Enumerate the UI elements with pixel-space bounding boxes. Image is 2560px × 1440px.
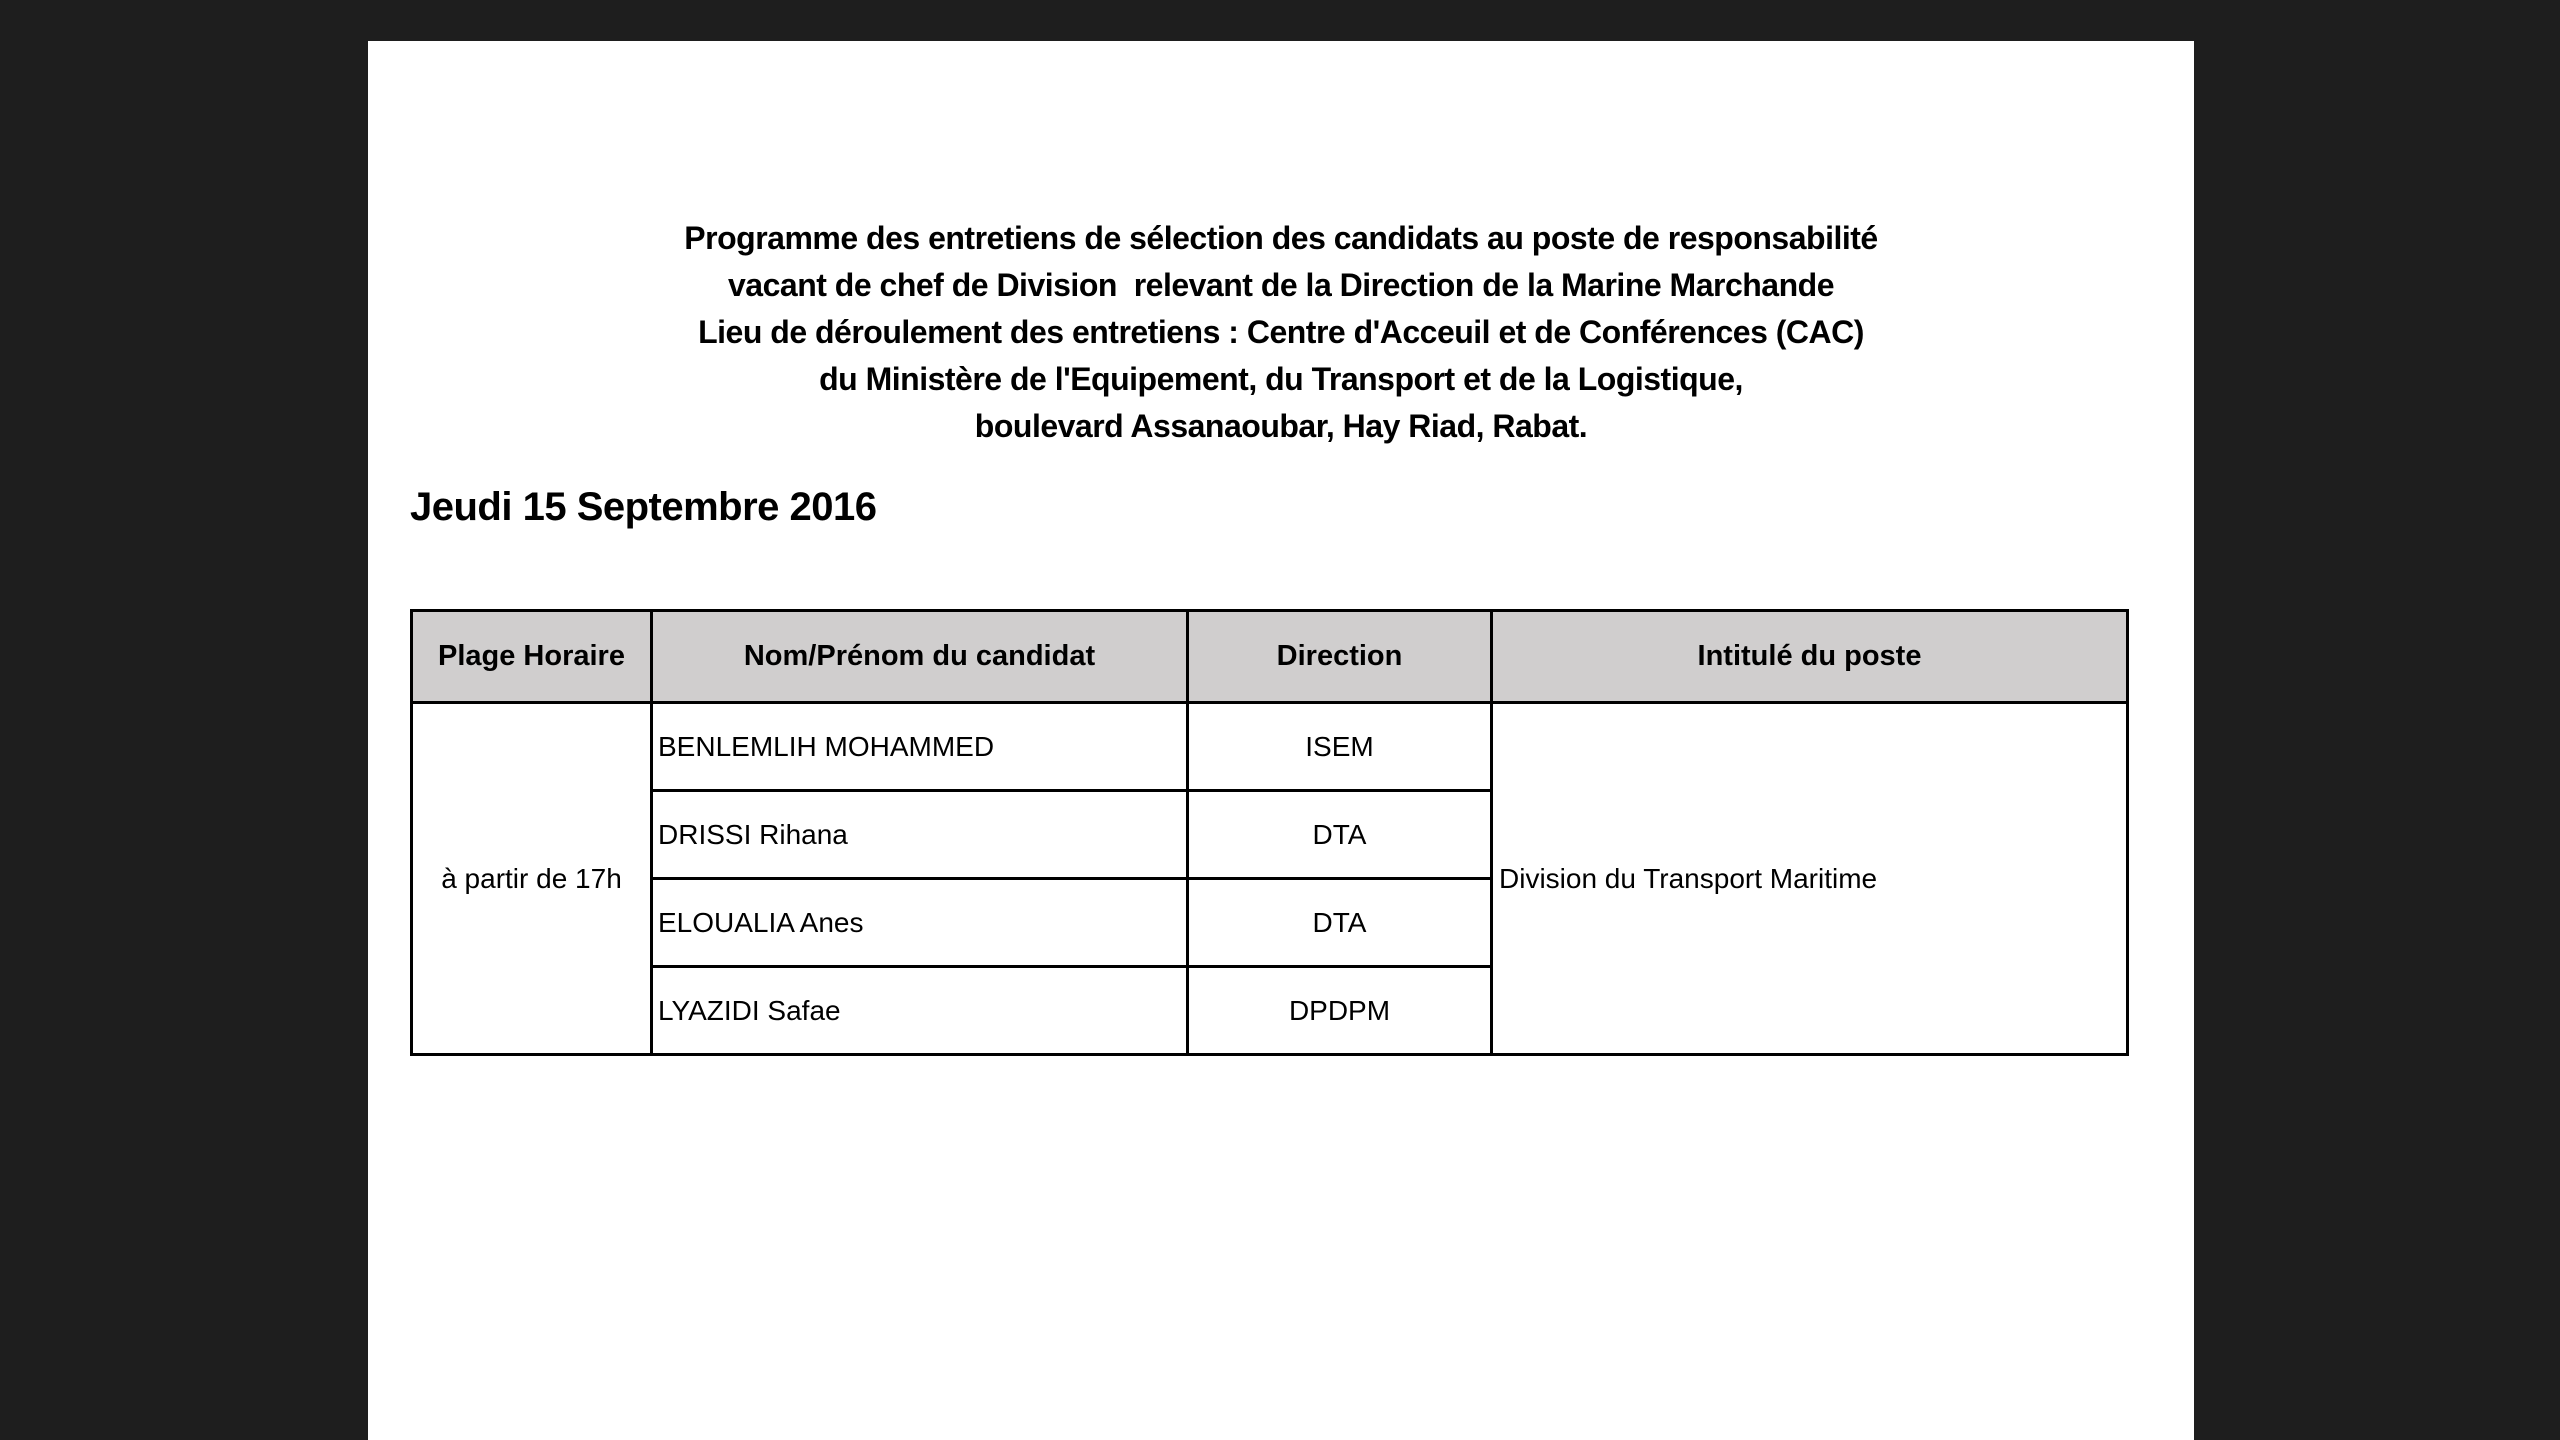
date-heading: Jeudi 15 Septembre 2016 [410,485,877,529]
header-direction: Direction [1188,611,1492,703]
candidate-name-cell: LYAZIDI Safae [652,967,1188,1055]
table-header-row [412,611,2128,703]
table-row [412,703,2128,791]
post-title-cell: Division du Transport Maritime [1492,703,2128,1055]
title-line-1: Programme des entretiens de sélection des candidats au poste de responsabilité [684,220,1878,256]
candidate-name-cell: DRISSI Rihana [652,791,1188,879]
time-slot-cell: à partir de 17h [412,703,652,1055]
title-line-5: boulevard Assanaoubar, Hay Riad, Rabat. [974,408,1588,444]
direction-cell: DTA [1188,791,1492,879]
candidate-name-cell: BENLEMLIH MOHAMMED [652,703,1188,791]
title-line-2: vacant de chef de Division relevant de la Direction de la Marine Marchande [728,267,1834,303]
direction-cell: DTA [1188,879,1492,967]
header-plage-horaire: Plage Horaire [412,611,652,703]
direction-cell: DPDPM [1188,967,1492,1055]
document-page [368,41,2194,1440]
header-nom-prenom: Nom/Prénom du candidat [652,611,1188,703]
title-line-3: Lieu de déroulement des entretiens : Centre d'Acceuil et de Conférences (CAC) [698,314,1864,350]
direction-cell: ISEM [1188,703,1492,791]
schedule-table [410,609,2129,1056]
header-intitule-poste: Intitulé du poste [1492,611,2128,703]
title-line-4: du Ministère de l'Equipement, du Transport et de la Logistique, [819,361,1743,397]
candidate-name-cell: ELOUALIA Anes [652,879,1188,967]
document-title-block [368,215,2194,450]
